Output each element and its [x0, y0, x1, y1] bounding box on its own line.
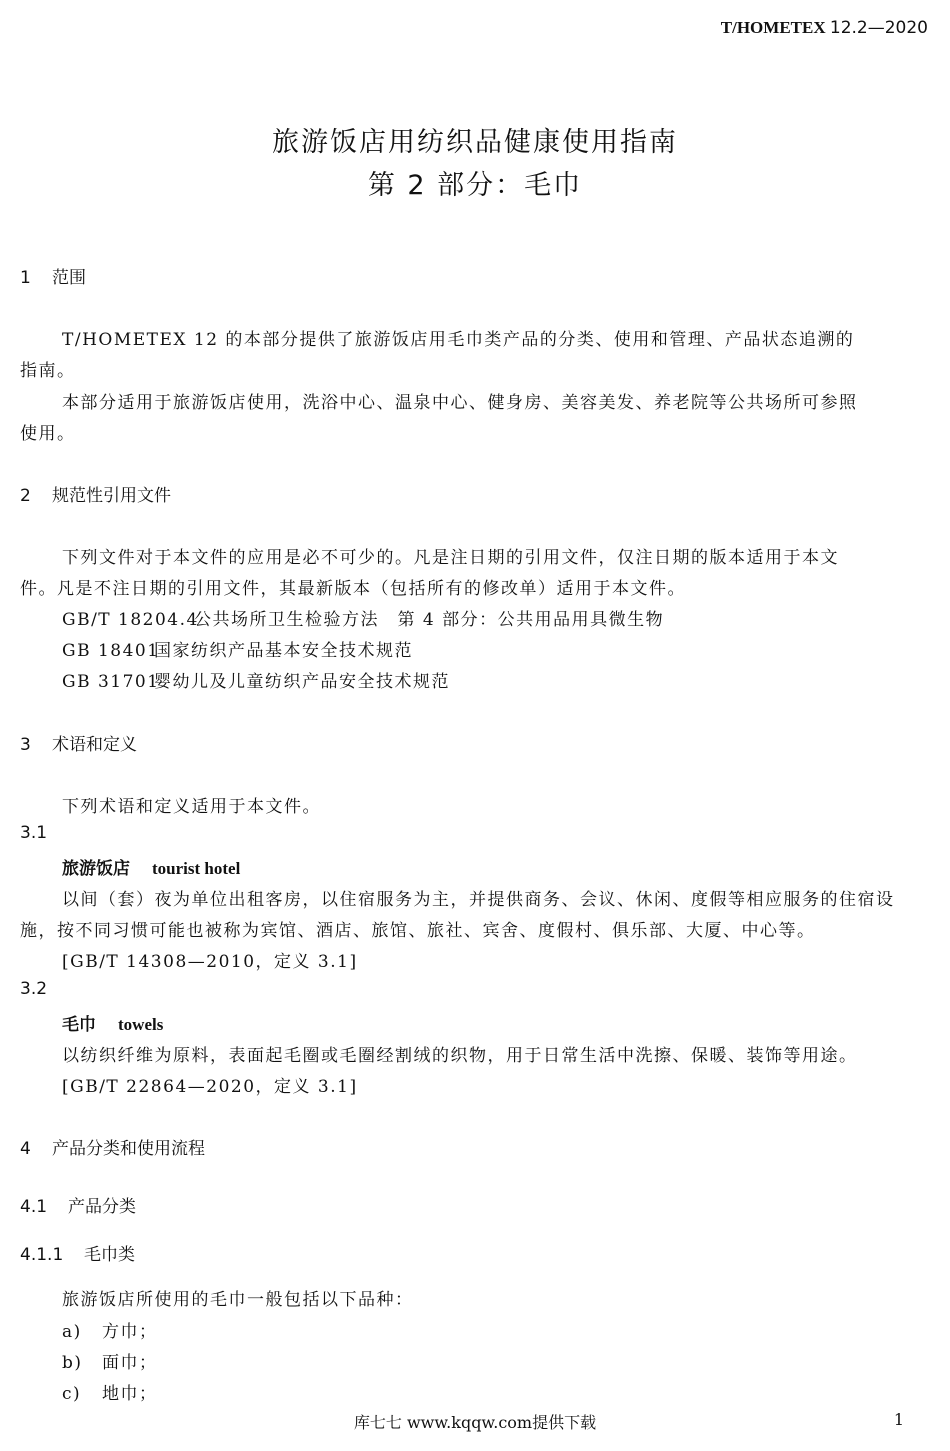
term-source: [GB/T 14308—2010，定义 3.1]	[62, 952, 358, 972]
list-marker: a)	[62, 1322, 82, 1342]
section-1-heading	[20, 263, 86, 288]
section-2-heading	[20, 481, 171, 506]
standard-prefix: T/HOMETEX	[720, 18, 826, 37]
document-title-line1: 旅游饭店用纺织品健康使用指南	[272, 127, 678, 158]
reference-item	[62, 605, 664, 630]
standard-number: 12.2—2020	[829, 18, 928, 38]
subsection-number: 4.1	[20, 1197, 48, 1217]
reference-code: GB 18401	[62, 641, 160, 661]
reference-item	[62, 636, 413, 661]
list-text: 方巾；	[102, 1322, 158, 1342]
list-marker: b)	[62, 1353, 83, 1373]
subsection-4-1-heading	[20, 1192, 136, 1217]
subsection-title: 毛巾类	[84, 1245, 135, 1265]
subsection-title: 产品分类	[68, 1197, 136, 1217]
footer-source: 库七七 www.kqqw.com提供下载	[353, 1413, 597, 1432]
document-title-line2: 第 2 部分：毛巾	[367, 170, 583, 201]
section-number: 4	[20, 1139, 31, 1159]
reference-title: 国家纺织产品基本安全技术规范	[154, 641, 413, 661]
list-text: 面巾；	[102, 1353, 158, 1373]
s3-intro: 下列术语和定义适用于本文件。	[62, 797, 321, 817]
s1-paragraph2-line1: 本部分适用于旅游饭店使用，洗浴中心、温泉中心、健身房、美容美发、养老院等公共场所可参照	[62, 393, 858, 413]
s2-paragraph-line1: 下列文件对于本文件的应用是必不可少的。凡是注日期的引用文件，仅注日期的版本适用于本文	[62, 548, 839, 568]
standard-code	[721, 18, 928, 38]
section-title: 范围	[52, 268, 86, 288]
section-title: 产品分类和使用流程	[52, 1139, 205, 1159]
section-number: 2	[20, 486, 31, 506]
reference-code: GB/T 18204.4	[62, 610, 199, 630]
section-3-heading	[20, 730, 137, 755]
reference-code: GB 31701	[62, 672, 160, 692]
subsection-number: 4.1.1	[20, 1245, 64, 1265]
s1-paragraph2-line2: 使用。	[20, 424, 76, 444]
list-item	[62, 1379, 158, 1404]
term-en: towels	[118, 1015, 164, 1034]
list-item	[62, 1317, 158, 1342]
term-heading	[62, 1010, 163, 1035]
term-en: tourist hotel	[152, 859, 241, 878]
term-number: 3.1	[20, 823, 48, 843]
list-marker: c)	[62, 1384, 82, 1404]
s1-paragraph1-line2: 指南。	[20, 361, 76, 381]
s2-paragraph-line2: 件。凡是不注日期的引用文件，其最新版本（包括所有的修改单）适用于本文件。	[20, 579, 686, 599]
term-definition-line1: 以间（套）夜为单位出租客房，以住宿服务为主，并提供商务、会议、休闲、度假等相应服务的住宿设	[62, 890, 895, 910]
reference-title: 公共场所卫生检验方法 第 4 部分：公共用品用具微生物	[194, 610, 665, 630]
term-zh: 毛巾	[62, 1015, 96, 1035]
section-title: 术语和定义	[52, 735, 137, 755]
term-heading	[62, 854, 240, 879]
subsection-4-1-1-heading	[20, 1240, 135, 1265]
term-source: [GB/T 22864—2020，定义 3.1]	[62, 1077, 358, 1097]
section-number: 3	[20, 735, 31, 755]
reference-title: 婴幼儿及儿童纺织产品安全技术规范	[154, 672, 450, 692]
section-4-heading	[20, 1134, 205, 1159]
term-zh: 旅游饭店	[62, 859, 130, 879]
term-definition-line1: 以纺织纤维为原料，表面起毛圈或毛圈经割绒的织物，用于日常生活中洗擦、保暖、装饰等用途。	[62, 1046, 858, 1066]
section-number: 1	[20, 268, 31, 288]
s4-intro: 旅游饭店所使用的毛巾一般包括以下品种：	[62, 1290, 414, 1310]
term-definition-line2: 施，按不同习惯可能也被称为宾馆、酒店、旅馆、旅社、宾舍、度假村、俱乐部、大厦、中心等。	[20, 921, 816, 941]
page-number: 1	[893, 1410, 904, 1429]
list-item	[62, 1348, 158, 1373]
s1-paragraph1-line1: T/HOMETEX 12 的本部分提供了旅游饭店用毛巾类产品的分类、使用和管理、产品状态追溯的	[62, 330, 855, 350]
term-number: 3.2	[20, 979, 48, 999]
reference-item	[62, 667, 450, 692]
section-title: 规范性引用文件	[52, 486, 171, 506]
list-text: 地巾；	[102, 1384, 158, 1404]
